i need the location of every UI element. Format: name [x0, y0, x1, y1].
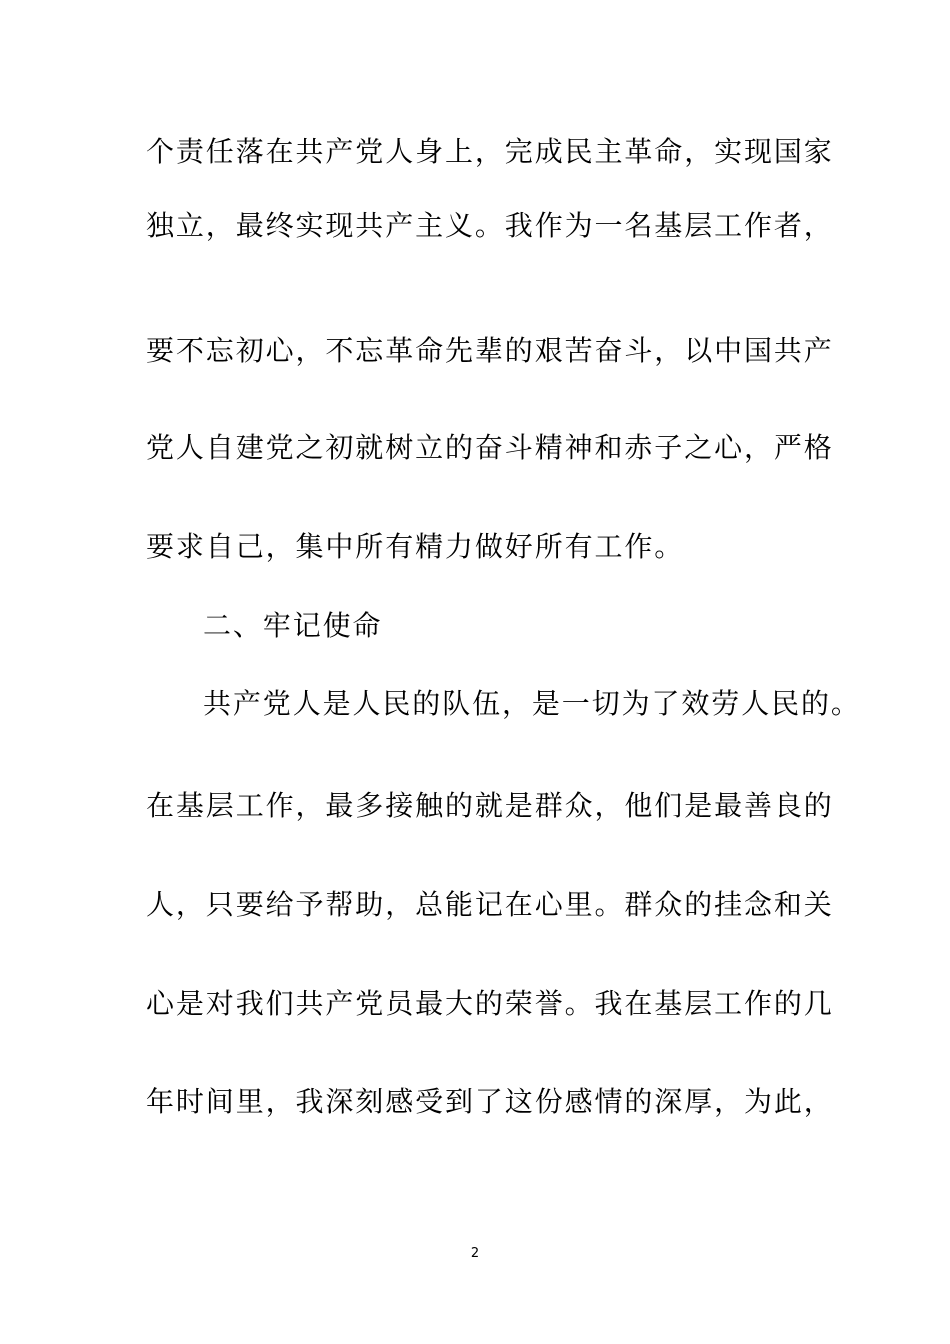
body-text-line: 在基层工作，最多接触的就是群众，他们是最善良的 — [146, 789, 834, 822]
body-text-line: 党人自建党之初就树立的奋斗精神和赤子之心，严格 — [146, 431, 834, 464]
body-text-line: 独立，最终实现共产主义。我作为一名基层工作者， — [146, 209, 834, 242]
body-text-line: 要不忘初心，不忘革命先辈的艰苦奋斗，以中国共产 — [146, 334, 834, 367]
body-text-line: 心是对我们共产党员最大的荣誉。我在基层工作的几 — [146, 987, 834, 1020]
body-text-line: 年时间里，我深刻感受到了这份感情的深厚，为此， — [146, 1085, 834, 1118]
page-number: 2 — [470, 1246, 480, 1261]
paragraph-first-line: 共产党人是人民的队伍，是一切为了效劳人民的。 — [203, 687, 861, 720]
body-text-line: 个责任落在共产党人身上，完成民主革命，实现国家 — [146, 135, 834, 168]
body-text-line: 要求自己，集中所有精力做好所有工作。 — [146, 530, 685, 563]
section-heading: 二、牢记使命 — [203, 609, 383, 642]
body-text-line: 人，只要给予帮助，总能记在心里。群众的挂念和关 — [146, 888, 834, 921]
